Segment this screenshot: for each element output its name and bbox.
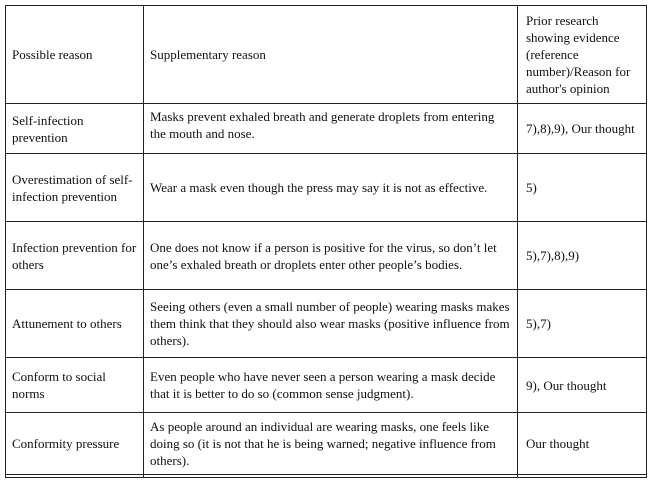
evidence-cell: 7),8),9), Our thought <box>518 104 647 154</box>
possible-reason-cell: Attunement to others <box>6 290 144 358</box>
possible-reason-cell: Self-infection prevention <box>6 104 144 154</box>
header-possible-reason: Possible reason <box>6 6 144 104</box>
possible-reason-cell: Overestimation of self-infection prevention <box>6 154 144 222</box>
table-row <box>6 154 647 222</box>
supplementary-reason-cell: Seeing others (even a small number of people) wearing masks makes them think that they should also wear masks (positive influence from others). <box>144 290 518 358</box>
supplementary-reason-cell: Wear a mask even though the press may say it is not as effective. <box>144 154 518 222</box>
evidence-cell: 9), Our thought <box>518 358 647 413</box>
table-row <box>6 222 647 290</box>
supplementary-reason-cell: One does not know if a person is positive for the virus, so don’t let one’s exhaled breath or droplets enter other people’s bodies. <box>144 222 518 290</box>
reasons-table <box>5 5 647 478</box>
table-header-row <box>6 6 647 104</box>
table-row <box>6 290 647 358</box>
supplementary-reason-cell: Masks prevent exhaled breath and generate droplets from entering the mouth and nose. <box>144 104 518 154</box>
header-supplementary-reason: Supplementary reason <box>144 6 518 104</box>
header-prior-research: Prior research showing evidence (reference number)/Reason for author's opinion <box>518 6 647 104</box>
possible-reason-cell: Conformity pressure <box>6 413 144 475</box>
table-row <box>6 413 647 475</box>
possible-reason-cell: Conform to social norms <box>6 358 144 413</box>
evidence-cell: 5),7),8),9) <box>518 222 647 290</box>
evidence-cell: Our thought <box>518 413 647 475</box>
evidence-cell: 5),7) <box>518 290 647 358</box>
supplementary-reason-cell: As people around an individual are wearing masks, one feels like doing so (it is not that he is being warned; negative influence from others). <box>144 413 518 475</box>
evidence-cell: 5) <box>518 154 647 222</box>
table-row <box>6 358 647 413</box>
table-row-cutoff <box>6 475 647 478</box>
supplementary-reason-cell: Even people who have never seen a person wearing a mask decide that it is better to do so (common sense judgment). <box>144 358 518 413</box>
possible-reason-cell: Infection prevention for others <box>6 222 144 290</box>
table-row <box>6 104 647 154</box>
